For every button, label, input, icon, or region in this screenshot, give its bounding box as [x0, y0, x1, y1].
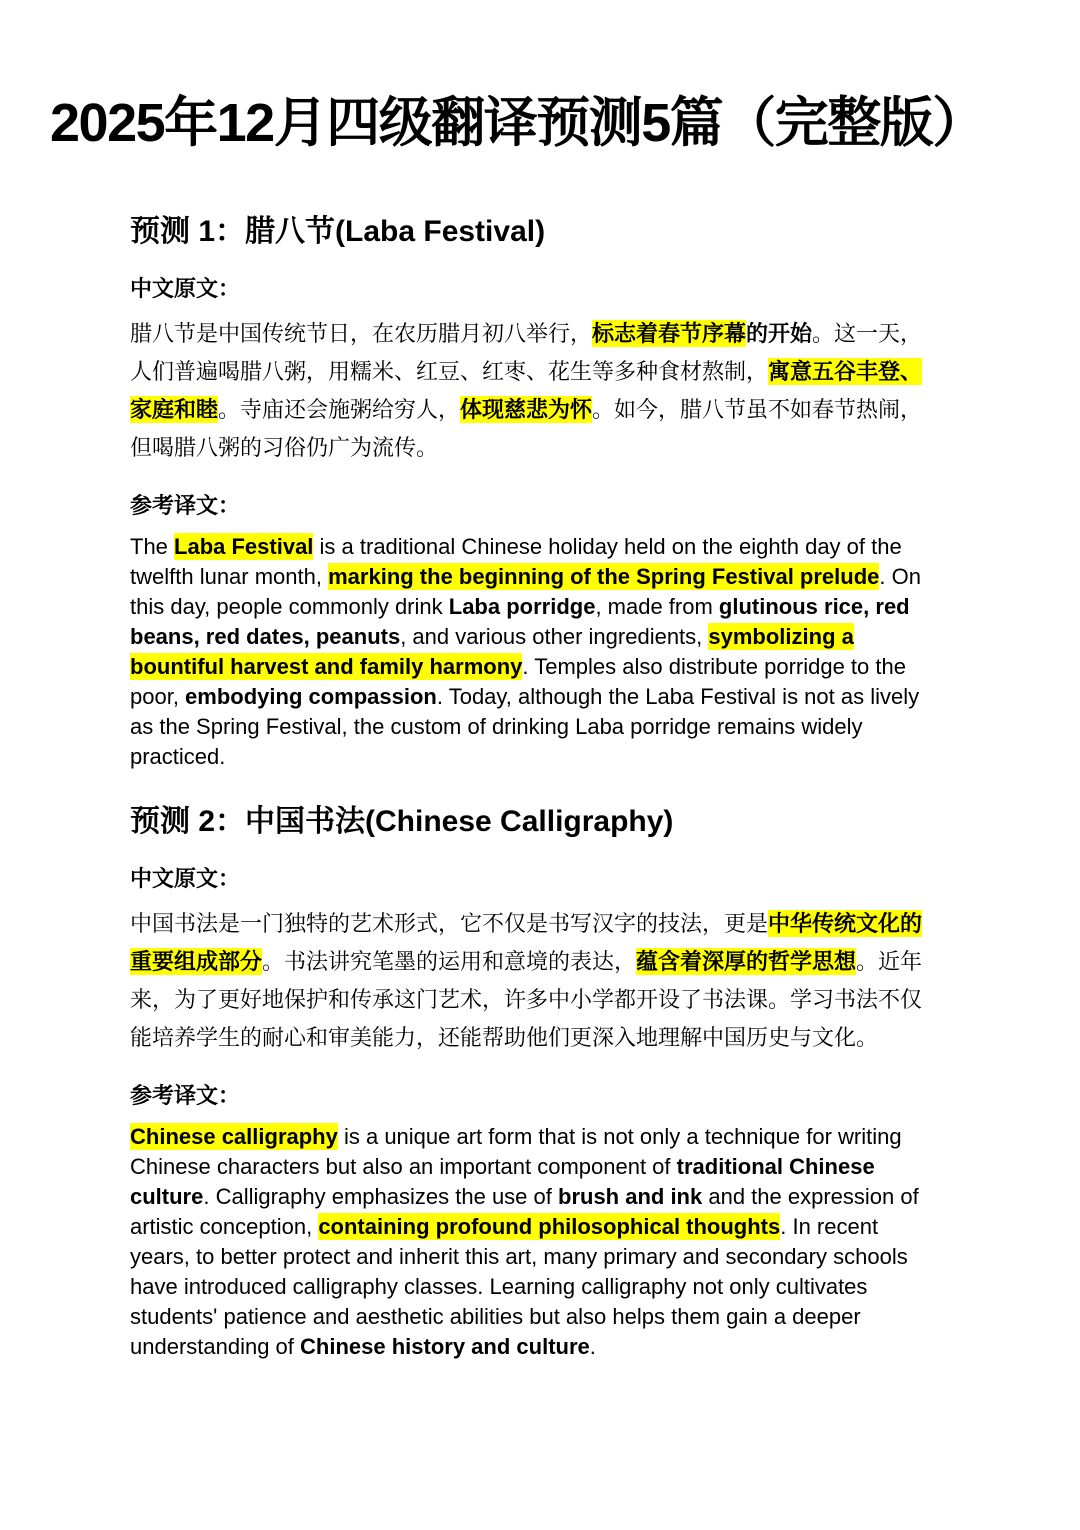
text-run-bold: traditional Chinese culture [130, 1153, 875, 1209]
section-1-source-label: 中文原文： [130, 275, 241, 301]
text-run-normal: , and various other ingredients, [400, 623, 709, 649]
document-content [130, 214, 942, 1362]
text-run-normal: The [130, 533, 175, 559]
text-run-highlight: marking the beginning of the Spring Festival prelude [328, 563, 880, 589]
text-run-normal: 中国书法是一门独特的艺术形式，它不仅是书写汉字的技法，更是 [130, 910, 769, 936]
prediction-section-2 [130, 804, 942, 1362]
text-run-highlight: 中华传统文化的重要组成部分 [130, 910, 923, 974]
text-run-normal: . Calligraphy emphasizes the use of [203, 1183, 558, 1209]
page-title: 2025年12月四级翻译预测5篇（完整版） [50, 93, 985, 153]
section-1-translation-label: 参考译文： [130, 492, 241, 518]
section-2-translation-label: 参考译文： [130, 1082, 241, 1108]
text-run-normal: . On this day, people commonly drink [130, 563, 921, 619]
text-run-bold: glutinous rice, red beans, red dates, peanuts [130, 593, 910, 649]
text-run-bold: brush and ink [558, 1183, 703, 1209]
text-run-normal: 。这一天，人们普遍喝腊八粥，用糯米、红豆、红枣、花生等多种食材熬制， [130, 320, 923, 384]
document-page [0, 90, 1080, 1530]
section-2-translation-paragraph [130, 1122, 942, 1362]
section-2-source-paragraph [130, 905, 942, 1057]
text-run-highlight: 寓意五谷丰登、家庭和睦 [130, 358, 923, 422]
section-2-heading: 预测 2：中国书法(Chinese Calligraphy) [130, 804, 674, 838]
section-1-source-paragraph [130, 315, 942, 467]
text-run-normal: . Temples also distribute porridge to the poor, [130, 653, 906, 709]
text-run-highlight: Chinese calligraphy [130, 1123, 338, 1149]
text-run-bold: embodying compassion [185, 683, 437, 709]
text-run-normal: . In recent years, to better protect and inherit this art, many primary and secondary schools have introduced calligraphy classes. Learning calligraphy not only cultivates students' patience and aesthetic abilities but also helps them gain a deeper understanding of [130, 1213, 908, 1359]
text-run-normal: , made from [595, 593, 719, 619]
text-run-highlight: symbolizing a bountiful harvest and family harmony [130, 623, 854, 679]
text-run-normal: . [589, 1333, 596, 1359]
text-run-highlight: 体现慈悲为怀 [460, 396, 593, 422]
prediction-section-1 [130, 214, 942, 772]
text-run-bold: 的开始 [746, 320, 813, 346]
text-run-normal: 。书法讲究笔墨的运用和意境的表达， [262, 948, 637, 974]
section-1-translation-paragraph [130, 532, 942, 772]
text-run-normal: is a unique art form that is not only a technique for writing Chinese characters but also an important component of [130, 1123, 902, 1179]
text-run-highlight: 蕴含着深厚的哲学思想 [636, 948, 857, 974]
text-run-normal: 。如今，腊八节虽不如春节热闹，但喝腊八粥的习俗仍广为流传。 [130, 396, 923, 460]
text-run-normal: is a traditional Chinese holiday held on the eighth day of the twelfth lunar month, [130, 533, 902, 589]
text-run-highlight: Laba Festival [174, 533, 314, 559]
text-run-bold: Chinese history and culture [300, 1333, 590, 1359]
text-run-highlight: 标志着春节序幕 [592, 320, 747, 346]
section-2-source-label: 中文原文： [130, 865, 241, 891]
text-run-normal: . Today, although the Laba Festival is not as lively as the Spring Festival, the custom of drinking Laba porridge remains widely practiced. [130, 683, 920, 769]
section-1-heading: 预测 1：腊八节(Laba Festival) [130, 214, 546, 248]
text-run-highlight: containing profound philosophical thoughts [318, 1213, 781, 1239]
text-run-normal: 。寺庙还会施粥给穷人， [218, 396, 461, 422]
text-run-normal: 腊八节是中国传统节日，在农历腊月初八举行， [130, 320, 593, 346]
text-run-normal: 。近年来，为了更好地保护和传承这门艺术，许多中小学都开设了书法课。学习书法不仅能培养学生的耐心和审美能力，还能帮助他们更深入地理解中国历史与文化。 [130, 948, 923, 1050]
text-run-bold: Laba porridge [448, 593, 596, 619]
text-run-normal: and the expression of artistic conception, [130, 1183, 919, 1239]
